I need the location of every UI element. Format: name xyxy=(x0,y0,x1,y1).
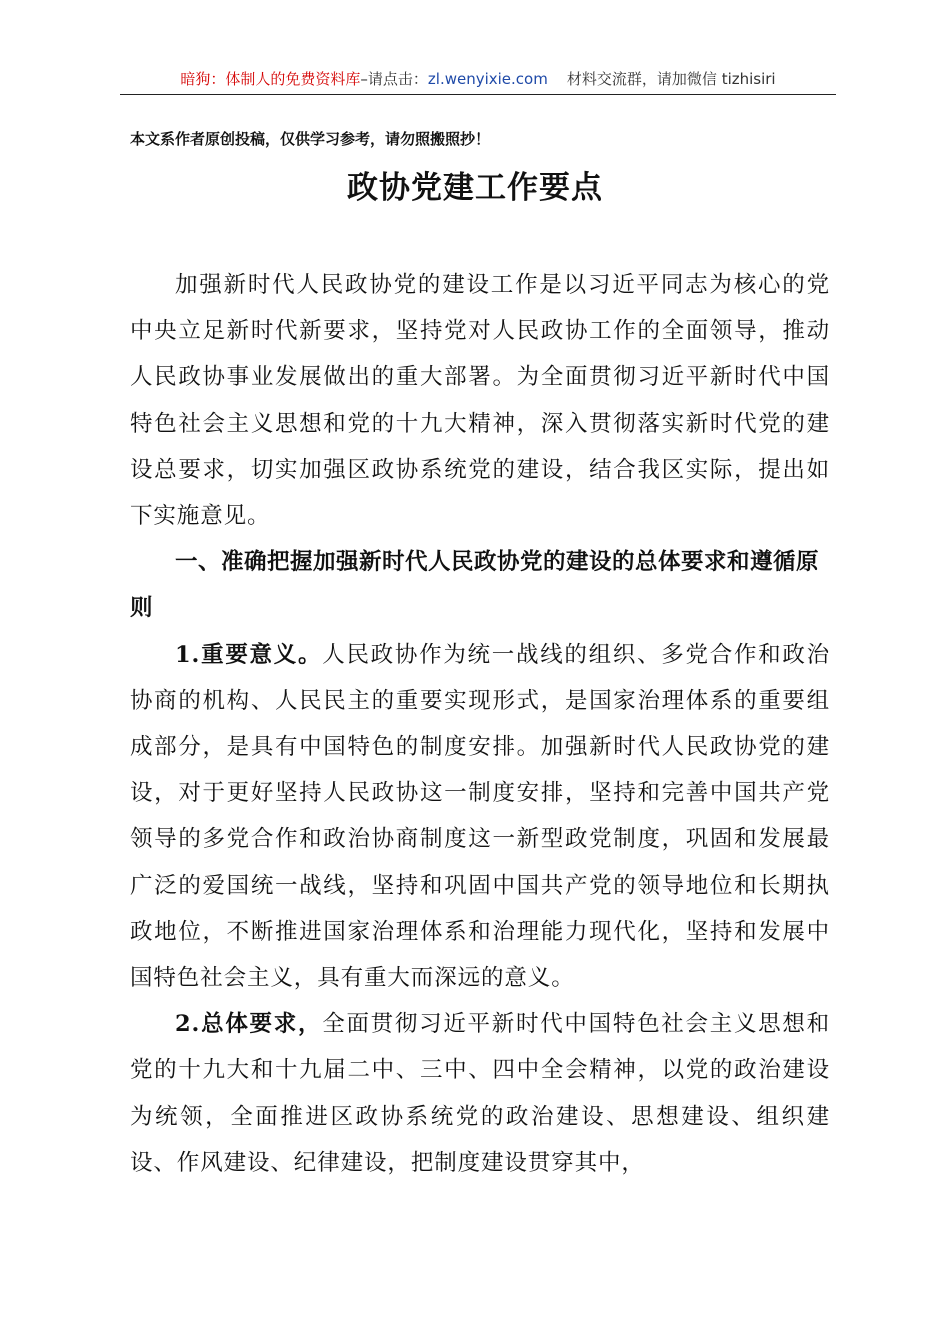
paragraph-importance xyxy=(130,632,830,1002)
document-title: 政协党建工作要点 xyxy=(347,170,603,206)
header-click-prefix: –请点击： xyxy=(360,70,428,88)
section-heading-1: 一、准确把握加强新时代人民政协党的建设的总体要求和遵循原则 xyxy=(130,549,820,622)
header-divider xyxy=(120,94,836,95)
document-body xyxy=(130,262,830,1186)
header-url-link[interactable]: zl.wenyixie.com xyxy=(427,70,548,88)
paragraph-requirements xyxy=(130,1001,830,1186)
paragraph-lead-2: 2.总体要求， xyxy=(175,1011,323,1038)
paragraph-text-1: 人民政协作为统一战线的组织、多党合作和政治协商的机构、人民民主的重要实现形式，是国家治理体系的重要组成部分，是具有中国特色的制度安排。加强新时代人民政协党的建设，对于更好坚持人民政协这一制度安排，坚持和完善中国共产党领导的多党合作和政治协商制度这一新型政党制度，巩固和发展最广泛的爱国统一战线，坚持和巩固中国共产党的领导地位和长期执政地位，不断推进国家治理体系和治理能力现代化，坚持和发展中国特色社会主义，具有重大而深远的意义。 xyxy=(130,641,831,992)
header-contact: 材料交流群，请加微信 tizhisiri xyxy=(566,70,776,88)
page-header xyxy=(120,64,836,94)
intro-paragraph: 加强新时代人民政协党的建设工作是以习近平同志为核心的党中央立足新时代新要求，坚持党对人民政协工作的全面领导，推动人民政协事业发展做出的重大部署。为全面贯彻习近平新时代中国特色社会主义思想和党的十九大精神，深入贯彻落实新时代党的建设总要求，切实加强区政协系统党的建设，结合我区实际，提出如下实施意见。 xyxy=(130,272,830,530)
paragraph-lead-1: 1.重要意义。 xyxy=(175,641,323,668)
header-brand: 暗狗：体制人的免费资料库 xyxy=(180,70,361,88)
paragraph-text-2: 全面贯彻习近平新时代中国特色社会主义思想和党的十九大和十九届二中、三中、四中全会精神，以党的政治建设为统领，全面推进区政协系统党的政治建设、思想建设、组织建设、作风建设、纪律建设，把制度建设贯穿其中， xyxy=(130,1011,831,1176)
copyright-notice: 本文系作者原创投稿，仅供学习参考，请勿照搬照抄！ xyxy=(130,130,491,148)
